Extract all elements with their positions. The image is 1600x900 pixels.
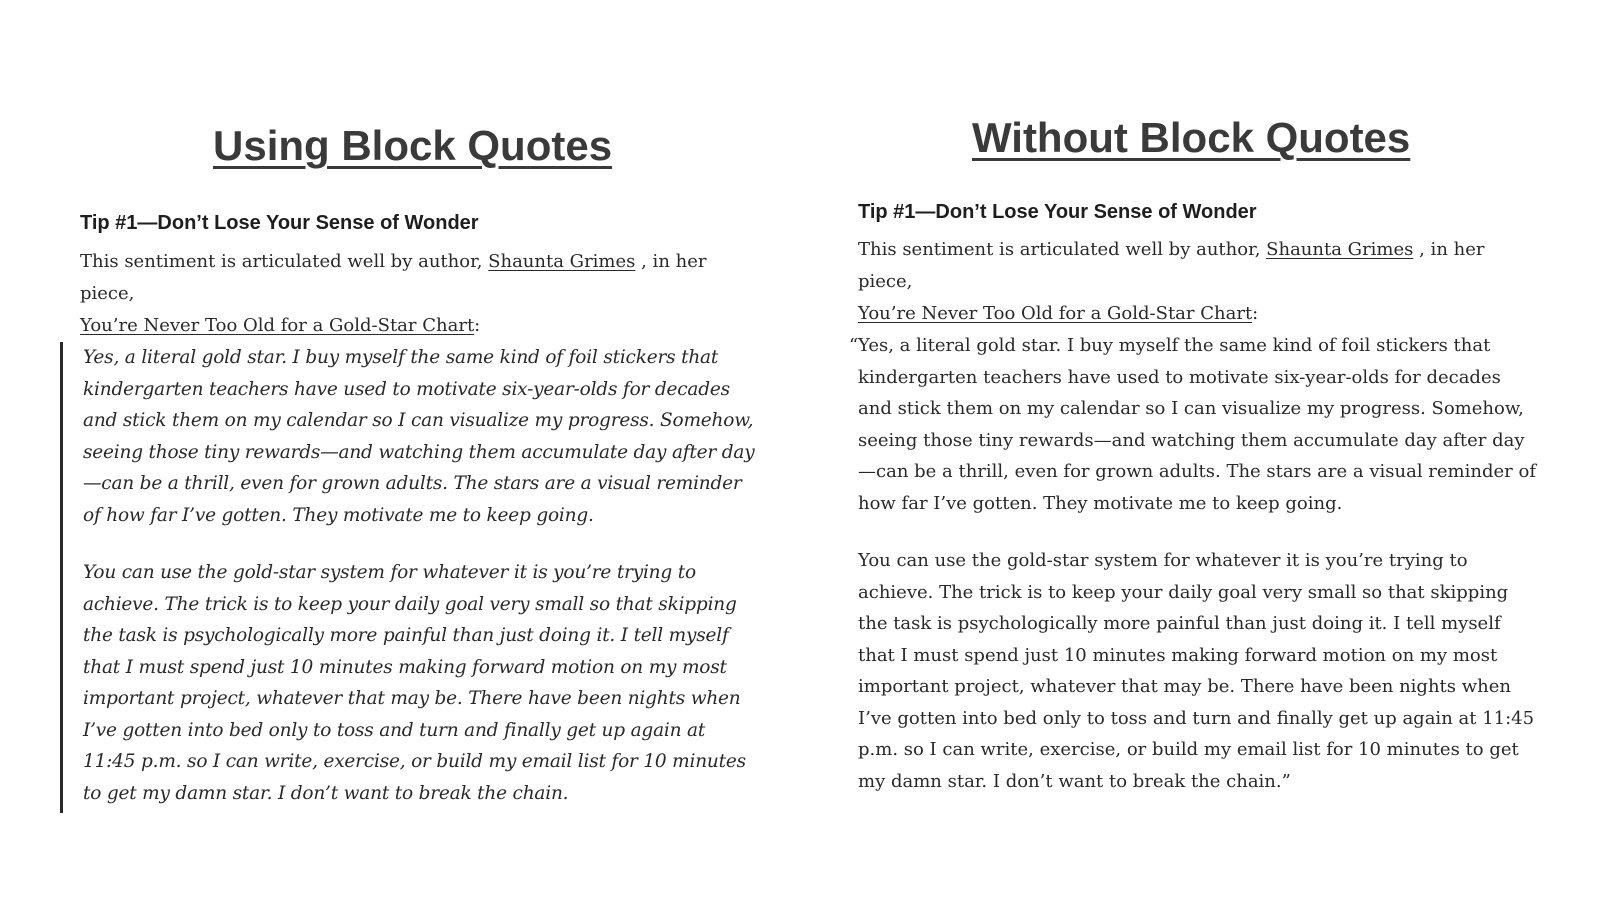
right-open-quote-mark: “ <box>849 335 859 356</box>
right-intro <box>858 234 1538 330</box>
left-author-link[interactable]: Shaunta Grimes <box>488 251 636 272</box>
left-quote-paragraph-1: Yes, a literal gold star. I buy myself the same kind of foil stickers that kindergarten teachers have used to motivate six-year-olds for decades and stick them on my calendar so I can visualize my progress. Somehow, seeing those tiny rewards—and watching them accumulate day after day—can be a thrill, even for grown adults. The stars are a visual reminder of how far I’ve gotten. They motivate me to keep going. <box>83 347 755 526</box>
left-intro-after: : <box>474 315 481 336</box>
right-intro-before: This sentiment is articulated well by author, <box>858 239 1267 260</box>
right-tip-heading: Tip #1—Don’t Lose Your Sense of Wonder <box>858 201 1257 223</box>
left-intro <box>80 246 760 342</box>
left-title: Using Block Quotes <box>213 122 613 169</box>
right-quote-paragraph-1: Yes, a literal gold star. I buy myself the same kind of foil stickers that kindergarten teachers have used to motivate six-year-olds for decades and stick them on my calendar so I can visualize my progress. Somehow, seeing those tiny rewards—and watching them accumulate day after day—can be a thrill, even for grown adults. The stars are a visual reminder of how far I’ve gotten. They motivate me to keep going. <box>858 335 1536 514</box>
left-piece-link[interactable]: You’re Never Too Old for a Gold-Star Chart <box>80 315 475 336</box>
left-quote-paragraph-2: You can use the gold-star system for whatever it is you’re trying to achieve. The trick is to keep your daily goal very small so that skipping the task is psychologically more painful than just doing it. I tell myself that I must spend just 10 minutes making forward motion on my most important project, whatever that may be. There have been nights when I’ve gotten into bed only to toss and turn and finally get up again at 11:45 p.m. so I can write, exercise, or build my email list for 10 minutes to get my damn star. I don’t want to break the chain. <box>83 562 746 804</box>
right-quote-paragraph-2: You can use the gold-star system for whatever it is you’re trying to achieve. The trick is to keep your daily goal very small so that skipping the task is psychologically more painful than just doing it. I tell myself that I must spend just 10 minutes making forward motion on my most important project, whatever that may be. There have been nights when I’ve gotten into bed only to toss and turn and finally get up again at 11:45 p.m. so I can write, exercise, or build my email list for 10 minutes to get my damn star. I don’t want to break the chain.” <box>858 550 1535 792</box>
right-quote-paragraph-1-wrap <box>849 330 1538 519</box>
right-author-link[interactable]: Shaunta Grimes <box>1266 239 1414 260</box>
right-intro-after: : <box>1252 303 1259 324</box>
left-intro-middle: , in her piece, <box>80 251 707 304</box>
left-tip-heading: Tip #1—Don’t Lose Your Sense of Wonder <box>80 212 479 234</box>
right-intro-middle: , in her piece, <box>858 239 1485 292</box>
right-piece-link[interactable]: You’re Never Too Old for a Gold-Star Chart <box>858 303 1253 324</box>
right-inline-quote <box>849 330 1538 823</box>
left-intro-before: This sentiment is articulated well by author, <box>80 251 489 272</box>
left-blockquote <box>60 342 763 813</box>
right-title: Without Block Quotes <box>972 114 1411 161</box>
